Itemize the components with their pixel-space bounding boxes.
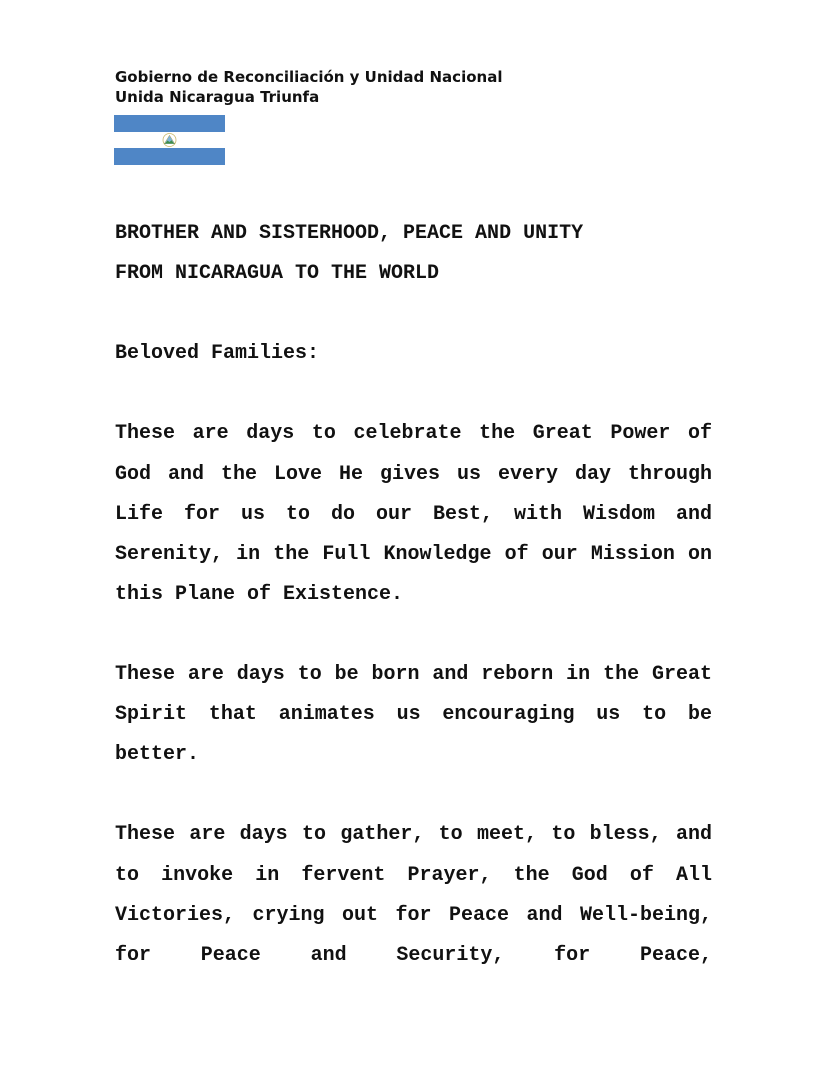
nicaragua-flag-icon: [114, 115, 225, 165]
paragraph: These are days to be born and reborn in the Great Spirit that animates us encouraging us to be better.: [115, 663, 712, 767]
salutation: Beloved Families:: [115, 342, 320, 366]
paragraph: These are days to gather, to meet, to bless, and to invoke in fervent Prayer, the God of All Victories, crying out for Peace and Well-being, for Peace and Security, for Peace,: [115, 823, 712, 967]
paragraph: These are days to celebrate the Great Power of God and the Love He gives us every day through Life for us to do our Best, with Wisdom and Serenity, in the Full Knowledge of our Mission on this Plane of Existence.: [115, 422, 712, 606]
letter-body: [115, 214, 712, 1016]
government-motto: Unida Nicaragua Triunfa: [115, 88, 320, 106]
letter-title: [115, 214, 712, 294]
government-name: Gobierno de Reconciliación y Unidad Nacional: [115, 68, 503, 86]
title-line-1: BROTHER AND SISTERHOOD, PEACE AND UNITY: [115, 222, 584, 245]
letterhead: [115, 67, 502, 107]
title-line-2: FROM NICARAGUA TO THE WORLD: [115, 262, 440, 286]
